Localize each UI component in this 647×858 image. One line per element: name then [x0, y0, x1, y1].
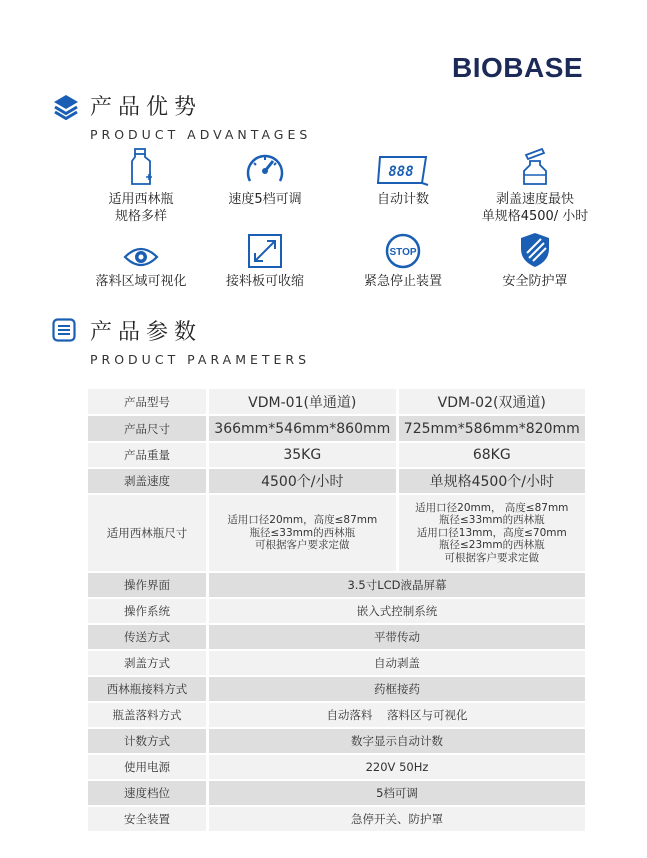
param-value: 220V 50Hz — [209, 755, 585, 779]
feature-label: 落料区域可视化 — [95, 274, 187, 289]
param-key: 瓶盖落料方式 — [88, 703, 209, 727]
table-row — [88, 495, 585, 571]
feature-stop — [338, 229, 468, 290]
speedometer-icon — [245, 149, 285, 187]
stop-icon — [385, 233, 421, 269]
table-row — [88, 599, 585, 623]
param-key: 剥盖速度 — [88, 469, 209, 493]
param-value: 3.5寸LCD液晶屏幕 — [209, 573, 585, 597]
param-key: 操作界面 — [88, 573, 209, 597]
table-row — [88, 781, 585, 805]
feature-label: 适用西林瓶 规格多样 — [108, 192, 174, 224]
param-value: 适用口径20mm，高度≤87mm 瓶径≤33mm的西林瓶 可根据客户要求定做 — [209, 495, 399, 571]
feature-count — [338, 145, 468, 208]
table-row — [88, 677, 585, 701]
shield-icon — [519, 231, 551, 269]
table-row — [88, 469, 585, 493]
param-key: 安全装置 — [88, 807, 209, 831]
feature-label: 安全防护罩 — [502, 274, 568, 289]
parameters-table — [88, 387, 585, 833]
param-value: 药框接药 — [209, 677, 585, 701]
param-key: 计数方式 — [88, 729, 209, 753]
table-row — [88, 651, 585, 675]
param-key: 产品重量 — [88, 443, 209, 467]
table-row — [88, 703, 585, 727]
feature-label: 速度5档可调 — [228, 192, 302, 207]
param-value: 5档可调 — [209, 781, 585, 805]
table-row — [88, 443, 585, 467]
feature-speed — [200, 145, 330, 208]
feature-label: 紧急停止装置 — [363, 274, 442, 289]
param-value: 嵌入式控制系统 — [209, 599, 585, 623]
param-key: 适用西林瓶尺寸 — [88, 495, 209, 571]
counter-digits: 888 — [388, 164, 414, 180]
param-key: 速度档位 — [88, 781, 209, 805]
stop-text: STOP — [389, 247, 417, 258]
param-value: 自动剥盖 — [209, 651, 585, 675]
param-value: 数字显示自动计数 — [209, 729, 585, 753]
brand-logo: BIOBASE — [452, 52, 584, 83]
feature-label: 剥盖速度最快 单规格4500/ 小时 — [481, 192, 589, 224]
table-row — [88, 755, 585, 779]
param-key: 产品型号 — [88, 389, 209, 414]
feature-resize — [200, 229, 330, 290]
param-value: 68KG — [399, 443, 585, 467]
param-value: 自动落料 落料区与可视化 — [209, 703, 585, 727]
parameters-title: 产品参数 — [90, 320, 203, 345]
param-value: VDM-02(双通道) — [399, 389, 585, 414]
param-value: 366mm*546mm*860mm — [209, 416, 399, 441]
param-key: 操作系统 — [88, 599, 209, 623]
feature-decap — [470, 145, 600, 225]
advantages-title: 产品优势 — [90, 95, 203, 120]
param-key: 使用电源 — [88, 755, 209, 779]
resize-arrows-icon — [247, 233, 283, 269]
eye-icon — [123, 245, 159, 269]
param-value: 725mm*586mm*820mm — [399, 416, 585, 441]
feature-label: 接料板可收缩 — [225, 274, 304, 289]
param-value: 单规格4500个/小时 — [399, 469, 585, 493]
table-row — [88, 416, 585, 441]
list-icon — [52, 318, 76, 342]
param-key: 传送方式 — [88, 625, 209, 649]
feature-shield — [470, 229, 600, 290]
table-row — [88, 389, 585, 414]
feature-label: 自动计数 — [376, 192, 429, 207]
param-value: 急停开关、防护罩 — [209, 807, 585, 831]
advantages-subtitle: PRODUCT ADVANTAGES — [90, 127, 312, 142]
param-key: 西林瓶接料方式 — [88, 677, 209, 701]
param-value: 适用口径20mm， 高度≤87mm 瓶径≤33mm的西林瓶 适用口径13mm，高度≤70mm 瓶径≤23mm的西林瓶 可根据客户要求定做 — [399, 495, 585, 571]
param-value: 平带传动 — [209, 625, 585, 649]
parameters-subtitle: PRODUCT PARAMETERS — [90, 352, 311, 367]
feature-vial — [76, 145, 206, 225]
param-value: VDM-01(单通道) — [209, 389, 399, 414]
table-row — [88, 573, 585, 597]
param-value: 4500个/小时 — [209, 469, 399, 493]
param-value: 35KG — [209, 443, 399, 467]
table-row — [88, 625, 585, 649]
feature-eye — [76, 229, 206, 290]
table-row — [88, 729, 585, 753]
table-row — [88, 807, 585, 831]
param-key: 剥盖方式 — [88, 651, 209, 675]
decapping-icon — [520, 147, 550, 187]
param-key: 产品尺寸 — [88, 416, 209, 441]
layers-icon — [52, 92, 80, 120]
counter-display-icon — [376, 155, 430, 187]
vial-icon — [128, 147, 154, 187]
